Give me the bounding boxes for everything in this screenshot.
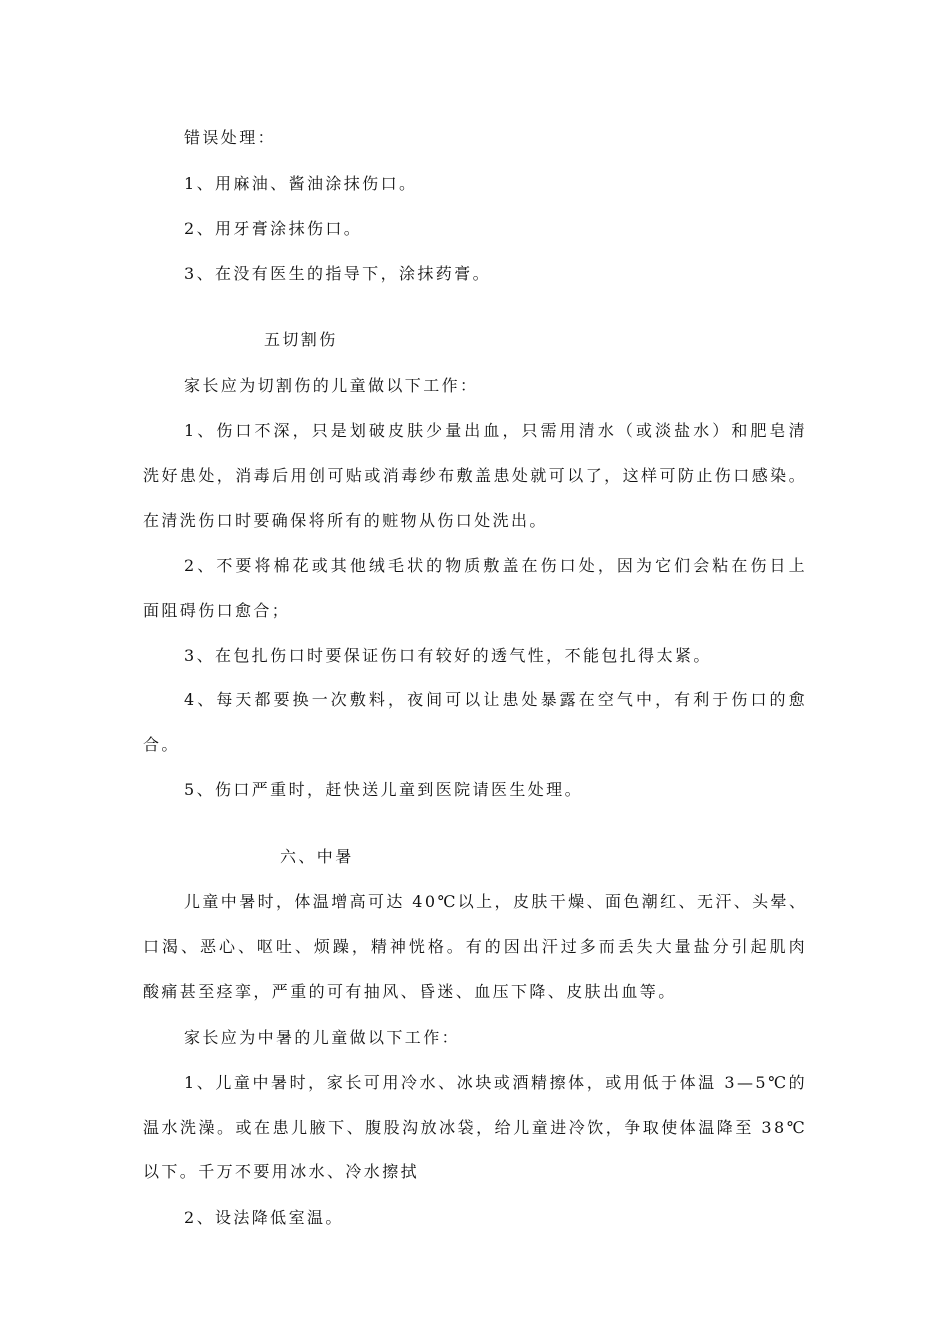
cuts-step-5: 5、伤口严重时，赶快送儿童到医院请医生处理。: [184, 780, 583, 799]
cuts-step-4-line-2: 合。: [143, 735, 180, 754]
cuts-step-2-line-2: 面阻碍伤口愈合；: [143, 601, 291, 620]
cuts-step-3: 3、在包扎伤口时要保证伤口有较好的透气性，不能包扎得太紧。: [184, 646, 712, 665]
cuts-step-2-line-1: 2、不要将棉花或其他绒毛状的物质敷盖在伤口处，因为它们会粘在伤日上: [184, 556, 807, 575]
heatstroke-desc-line-1: 儿童中暑时，体温增高可达 40℃以上，皮肤干燥、面色潮红、无汗、头晕、: [184, 892, 808, 911]
heatstroke-step-1-line-3: 以下。千万不要用冰水、冷水擦拭: [143, 1162, 420, 1181]
heatstroke-intro: 家长应为中暑的儿童做以下工作：: [184, 1028, 461, 1047]
errors-title: 错误处理：: [184, 128, 277, 147]
section-heading-cuts: 五切割伤: [264, 330, 338, 349]
section-heading-heatstroke: 六、中暑: [280, 847, 354, 866]
cuts-step-1-line-3: 在清洗伤口时要确保将所有的赃物从伤口处洗出。: [143, 511, 548, 530]
error-item-2: 2、用牙膏涂抹伤口。: [184, 219, 363, 238]
error-item-3: 3、在没有医生的指导下，涂抹药膏。: [184, 264, 491, 283]
heatstroke-desc-line-3: 酸痛甚至痉挛，严重的可有抽风、昏迷、血压下降、皮肤出血等。: [143, 982, 677, 1001]
cuts-step-1-line-1: 1、伤口不深，只是划破皮肤少量出血，只需用清水（或淡盐水）和肥皂清: [184, 421, 807, 440]
error-item-1: 1、用麻油、酱油涂抹伤口。: [184, 174, 418, 193]
heatstroke-step-1-line-2: 温水洗澡。或在患儿腋下、腹股沟放冰袋，给儿童进冷饮，争取使体温降至 38℃: [143, 1118, 807, 1137]
heatstroke-step-2: 2、设法降低室温。: [184, 1208, 344, 1227]
heatstroke-desc-line-2: 口渴、恶心、呕吐、烦躁，精神恍格。有的因出汗过多而丢失大量盐分引起肌肉: [143, 937, 807, 956]
cuts-intro: 家长应为切割伤的儿童做以下工作：: [184, 376, 479, 395]
heatstroke-step-1-line-1: 1、儿童中暑时，家长可用冷水、冰块或酒精擦体，或用低于体温 3—5℃的: [184, 1073, 807, 1092]
cuts-step-1-line-2: 洗好患处，消毒后用创可贴或消毒纱布敷盖患处就可以了，这样可防止伤口感染。: [143, 466, 807, 485]
cuts-step-4-line-1: 4、每天都要换一次敷料，夜间可以让患处暴露在空气中，有利于伤口的愈: [184, 690, 807, 709]
